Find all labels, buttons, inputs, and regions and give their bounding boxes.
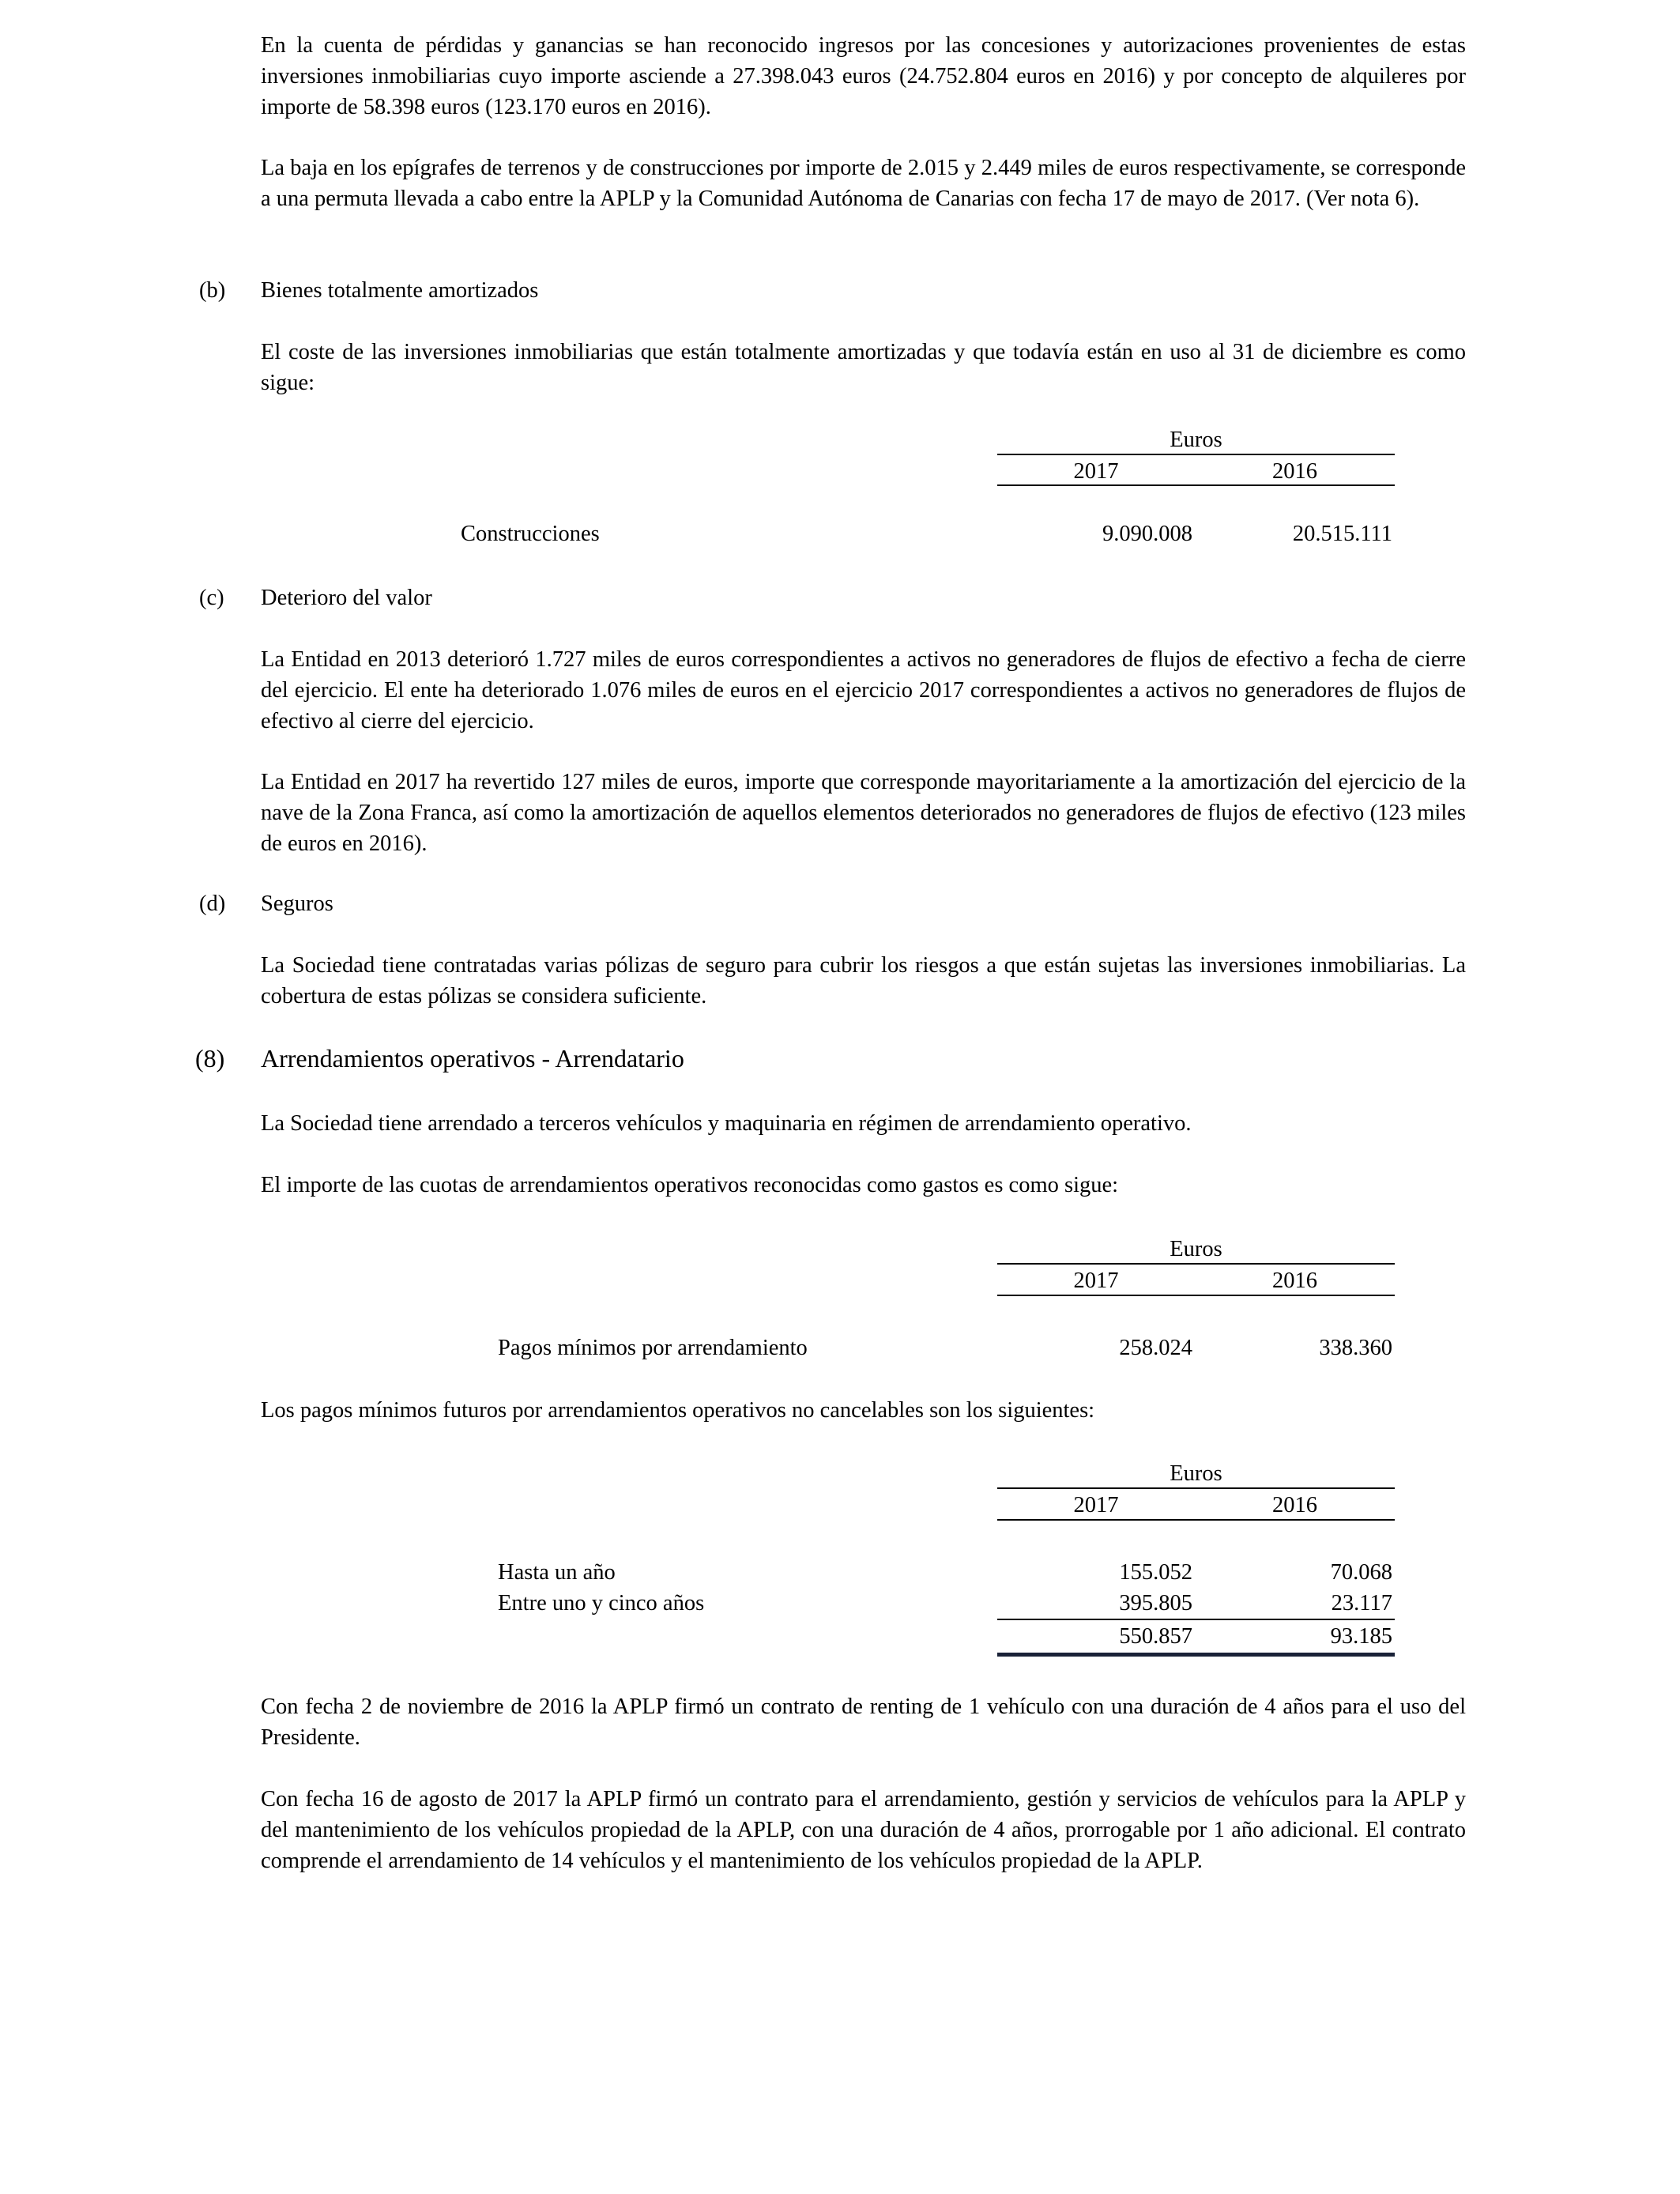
paragraph-renting-2016: Con fecha 2 de noviembre de 2016 la APLP firmó un contrato de renting de 1 vehículo con una duración de 4 años para el uso del Presidente. bbox=[261, 1695, 1466, 1750]
row-label: Pagos mínimos por arrendamiento bbox=[498, 1336, 808, 1360]
row-value-2017: 155.052 bbox=[1119, 1560, 1192, 1585]
table-header-rule bbox=[997, 1519, 1395, 1521]
table-header-rule bbox=[997, 484, 1395, 486]
paragraph-income-concessions: En la cuenta de pérdidas y ganancias se han reconocido ingresos por las concesiones y autorizaciones provenientes de estas inversiones inmobiliarias cuyo importe asciende a 27.398.043 euros (24.752.804 euros en 2016) y por concepto de alquileres por importe de 58.398 euros (123.170 euros en 2016). bbox=[261, 33, 1466, 119]
table-year-header: 2016 bbox=[1272, 1269, 1317, 1293]
row-label: Hasta un año bbox=[498, 1560, 616, 1585]
section-marker-b: (b) bbox=[199, 278, 226, 303]
row-value-2017: 395.805 bbox=[1119, 1591, 1192, 1615]
row-label: Construcciones bbox=[461, 522, 600, 546]
paragraph-vehicle-contract-2017: Con fecha 16 de agosto de 2017 la APLP firmó un contrato para el arrendamiento, gestión y servicios de vehículos para la APLP y del mantenimiento de los vehículos propiedad de la APLP, con una duración de 4 años, prorrogable por 1 año adicional. El contrato comprende el arrendamiento de 14 vehículos y el mantenimiento de los vehículos propiedad de la APLP. bbox=[261, 1787, 1466, 1873]
table-header-rule bbox=[997, 1487, 1395, 1489]
section-marker-d: (d) bbox=[199, 892, 226, 916]
paragraph-insurance: La Sociedad tiene contratadas varias pólizas de seguro para cubrir los riesgos a que están sujetas las inversiones inmobiliarias. La cobertura de estas pólizas se considera suficiente. bbox=[261, 953, 1466, 1008]
table-year-header: 2017 bbox=[1073, 1269, 1119, 1293]
row-value-2016: 338.360 bbox=[1319, 1336, 1392, 1360]
table-double-underline bbox=[997, 1653, 1395, 1657]
section-marker-8: (8) bbox=[195, 1044, 225, 1072]
table-year-header: 2017 bbox=[1073, 1493, 1119, 1517]
paragraph-impairment-2013: La Entidad en 2013 deterioró 1.727 miles de euros correspondientes a activos no generadores de flujos de efectivo a fecha de cierre del ejercicio. El ente ha deteriorado 1.076 miles de euros en el ejercicio 2017 correspondientes a activos no generadores de flujos de efectivo al cierre del ejercicio. bbox=[261, 647, 1466, 733]
table-currency-header: Euros bbox=[1170, 1461, 1222, 1486]
table-currency-header: Euros bbox=[1170, 1237, 1222, 1261]
total-value-2017: 550.857 bbox=[1119, 1624, 1192, 1649]
paragraph-fully-amortized: El coste de las inversiones inmobiliarias que están totalmente amortizadas y que todavía están en uso al 31 de diciembre es como sigue: bbox=[261, 340, 1466, 395]
table-year-header: 2017 bbox=[1073, 459, 1119, 484]
total-value-2016: 93.185 bbox=[1330, 1624, 1392, 1649]
table-year-header: 2016 bbox=[1272, 459, 1317, 484]
table-header-rule bbox=[997, 454, 1395, 455]
row-value-2016: 20.515.111 bbox=[1292, 522, 1392, 546]
paragraph-leased-vehicles: La Sociedad tiene arrendado a terceros vehículos y maquinaria en régimen de arrendamiento operativo. bbox=[261, 1111, 1192, 1136]
section-title-c: Deterioro del valor bbox=[261, 586, 432, 610]
row-label: Entre uno y cinco años bbox=[498, 1591, 705, 1615]
section-title-8: Arrendamientos operativos - Arrendatario bbox=[261, 1044, 684, 1072]
section-title-d: Seguros bbox=[261, 892, 333, 916]
paragraph-lease-expenses: El importe de las cuotas de arrendamientos operativos reconocidas como gastos es como sigue: bbox=[261, 1173, 1119, 1197]
paragraph-future-payments: Los pagos mínimos futuros por arrendamientos operativos no cancelables son los siguientes: bbox=[261, 1398, 1095, 1423]
table-total-rule bbox=[997, 1619, 1395, 1620]
row-value-2017: 258.024 bbox=[1119, 1336, 1192, 1360]
row-value-2016: 70.068 bbox=[1330, 1560, 1392, 1585]
table-header-rule bbox=[997, 1263, 1395, 1265]
table-currency-header: Euros bbox=[1170, 428, 1222, 452]
section-marker-c: (c) bbox=[199, 586, 224, 610]
table-year-header: 2016 bbox=[1272, 1493, 1317, 1517]
section-title-b: Bienes totalmente amortizados bbox=[261, 278, 539, 303]
row-value-2017: 9.090.008 bbox=[1102, 522, 1192, 546]
paragraph-impairment-reversal: La Entidad en 2017 ha revertido 127 miles de euros, importe que corresponde mayoritariamente a la amortización del ejercicio de la nave de la Zona Franca, así como la amortización de aquellos elementos deteriorados no generadores de flujos de efectivo (123 miles de euros en 2016). bbox=[261, 770, 1466, 856]
paragraph-land-disposal: La baja en los epígrafes de terrenos y de construcciones por importe de 2.015 y 2.449 miles de euros respectivamente, se corresponde a una permuta llevada a cabo entre la APLP y la Comunidad Autónoma de Canarias con fecha 17 de mayo de 2017. (Ver nota 6). bbox=[261, 156, 1466, 211]
row-value-2016: 23.117 bbox=[1331, 1591, 1392, 1615]
table-header-rule bbox=[997, 1295, 1395, 1296]
